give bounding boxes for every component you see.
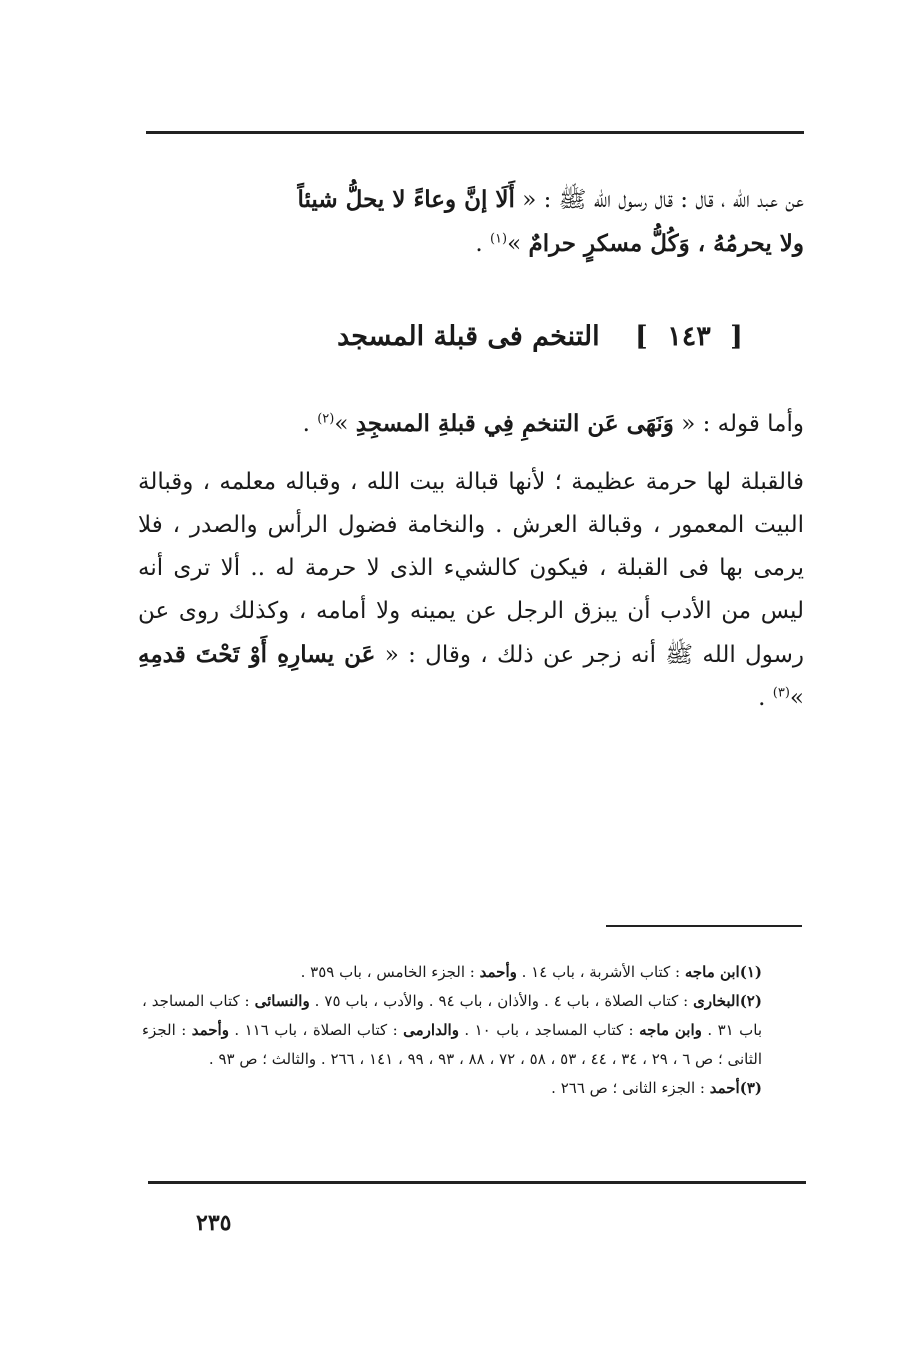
footnote-ref-1[interactable]: (١) (489, 231, 508, 247)
top-divider (146, 131, 804, 134)
bottom-divider (148, 1181, 806, 1184)
section-bracket-open: [ (730, 321, 743, 352)
section-number: ١٤٣ (667, 321, 711, 352)
footnote-ref-2[interactable]: (٢) (317, 411, 335, 427)
footnote-ref-3[interactable]: (٣) (772, 685, 790, 701)
footnote-1: (١)ابن ماجه : كتاب الأشربة ، باب ١٤ . وأحمد : الجزء الخامس ، باب ٣٥٩ . (300, 963, 762, 981)
section-heading (300, 314, 780, 360)
footnotes (142, 958, 802, 1103)
quoted-hadith: وَنَهَى عَن التنخمِ فِي قبلةِ المسجِدِ (355, 410, 674, 437)
footnote-3: (٣)أحمد : الجزء الثانى ؛ ص ٢٦٦ . (551, 1079, 762, 1097)
footnote-divider (606, 925, 802, 927)
hadith-line-2: ولا يحرمُهُ ، وَكُلُّ مسكرٍ حرامٌ »$^{(١)}$ . (475, 230, 804, 257)
quoted-hadith-left-side: عَن يسارِهِ أَوْ تَحْتَ قدمِهِ (138, 641, 376, 668)
hadith-line-1: عن عبد الله ، قال : قال رسول الله ﷺ : « أَلَا إنَّ وعاءً لا يحلُّ شيئاً (297, 186, 804, 213)
commentary-paragraph: فالقبلة لها حرمة عظيمة ؛ لأنها قبالة بيت الله ، وقباله معلمه ، وقبالة البيت المعمور ، وقبالة العرش . والنخامة فضول الرأس والصدر ، فلا يرمى بها فى القبلة ، فيكون كالشيء الذى لا حرمة له .. ألا ترى أنه ليس من الأدب أن يبزق الرجل عن يمينه ولا أمامه ، وكذلك روى عن رسول الله ﷺ أنه زجر عن ذلك ، وقال : « عَن يسارِهِ أَوْ تَحْتَ قدمِهِ »$^{(٣)}$ . (138, 469, 804, 711)
hadith-quote-part-2: ولا يحرمُهُ ، وَكُلُّ مسكرٍ حرامٌ (528, 230, 804, 257)
section-bracket-close: ] (635, 321, 648, 352)
hadith-quote-part-1: أَلَا إنَّ وعاءً لا يحلُّ شيئاً (297, 186, 515, 213)
footnote-2: (٢)البخارى : كتاب الصلاة ، باب ٤ . والأذان ، باب ٩٤ . والأدب ، باب ٧٥ . والنسائى : كتاب المساجد ، باب ٣١ . وابن ماجه : كتاب المساجد ، باب ١٠ . والدارمى : كتاب الصلاة ، باب ١١٦ . وأحمد : الجزء الثانى ؛ ص ٦ ، ٢٩ ، ٣٤ ، ٤٤ ، ٥٣ ، ٥٨ ، ٧٢ ، ٨٨ ، ٩٣ ، ٩٩ ، ١٤١ ، ٢٦٦ . والثالث ؛ ص ٩٣ . (142, 992, 762, 1068)
explanation-intro-paragraph: وأما قوله : « وَنَهَى عَن التنخمِ فِي قبلةِ المسجِدِ »$^{(٢)}$ . (302, 410, 804, 437)
page-number: ٢٣٥ (196, 1210, 232, 1236)
hadith-paragraph (138, 178, 804, 266)
section-title: التنخم فى قبلة المسجد (337, 321, 600, 352)
